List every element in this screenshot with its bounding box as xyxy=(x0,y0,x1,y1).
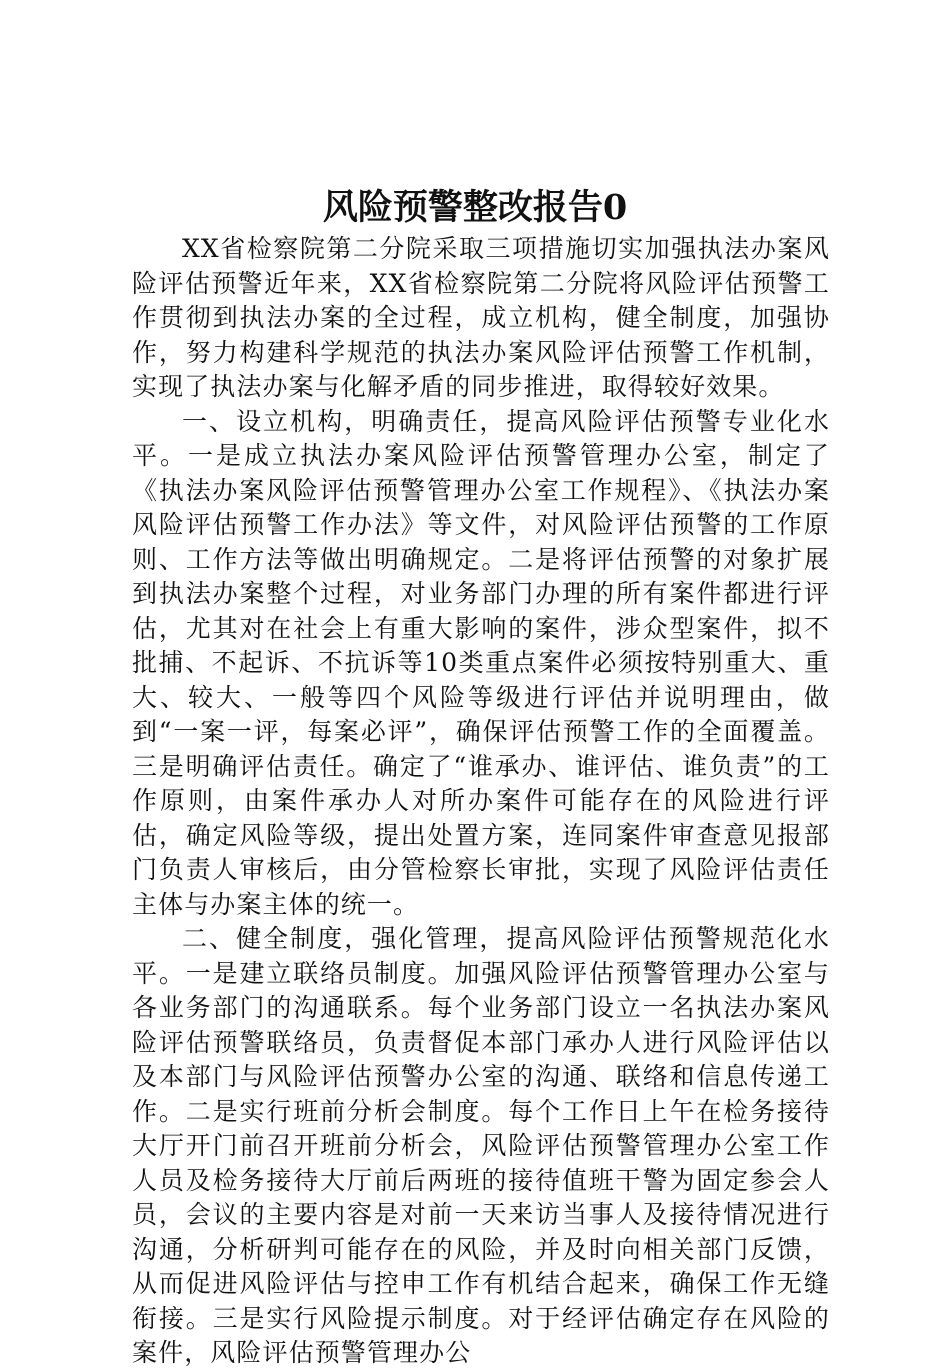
paragraph-intro: XX省检察院第二分院采取三项措施切实加强执法办案风险评估预警近年来，XX省检察院第二分院将风险评估预警工作贯彻到执法办案的全过程，成立机构，健全制度，加强协作，努力构建科学规范的执法办案风险评估预警工作机制，实现了执法办案与化解矛盾的同步推进，取得较好效果。 xyxy=(132,234,830,401)
document-title: 风险预警整改报告0 xyxy=(322,187,628,228)
document-body xyxy=(132,232,830,1371)
paragraph-section-2: 二、健全制度，强化管理，提高风险评估预警规范化水平。一是建立联络员制度。加强风险评估预警管理办公室与各业务部门的沟通联系。每个业务部门设立一名执法办案风险评估预警联络员，负责督促本部门承办人进行风险评估以及本部门与风险评估预警办公室的沟通、联络和信息传递工作。二是实行班前分析会制度。每个工作日上午在检务接待大厅开门前召开班前分析会，风险评估预警管理办公室工作人员及检务接待大厅前后两班的接待值班干警为固定参会人员，会议的主要内容是对前一天来访当事人及接待情况进行沟通，分析研判可能存在的风险，并及时向相关部门反馈，从而促进风险评估与控申工作有机结合起来，确保工作无缝衔接。三是实行风险提示制度。对于经评估确定存在风险的案件，风险评估预警管理办公 xyxy=(132,924,830,1367)
paragraph-section-1: 一、设立机构，明确责任，提高风险评估预警专业化水平。一是成立执法办案风险评估预警管理办公室，制定了《执法办案风险评估预警管理办公室工作规程》、《执法办案风险评估预警工作办法》等文件，对风险评估预警的工作原则、工作方法等做出明确规定。二是将评估预警的对象扩展到执法办案整个过程，对业务部门办理的所有案件都进行评估，尤其对在社会上有重大影响的案件，涉众型案件，拟不批捕、不起诉、不抗诉等10类重点案件必须按特别重大、重大、较大、一般等四个风险等级进行评估并说明理由，做到“一案一评，每案必评”，确保评估预警工作的全面覆盖。三是明确评估责任。确定了“谁承办、谁评估、谁负责”的工作原则，由案件承办人对所办案件可能存在的风险进行评估，确定风险等级，提出处置方案，连同案件审查意见报部门负责人审核后，由分管检察长审批，实现了风险评估责任主体与办案主体的统一。 xyxy=(132,406,830,919)
